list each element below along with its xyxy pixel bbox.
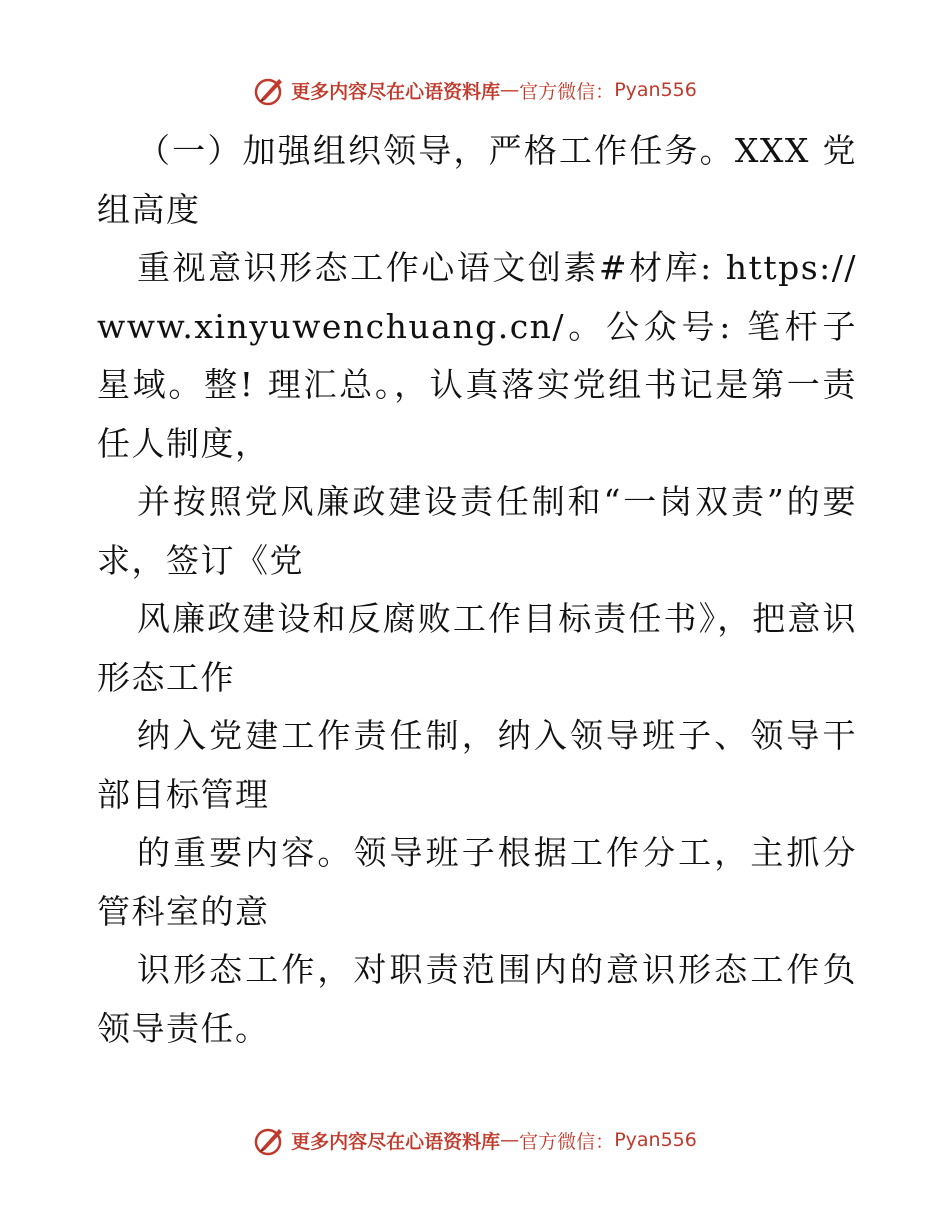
watermark-dash: — — [500, 79, 520, 101]
paragraph-7: 识形态工作，对职责范围内的意识形态工作负领导责任。 — [97, 950, 857, 1048]
watermark-site-text: 更多内容尽在心语资料库 — [291, 1130, 501, 1153]
paragraph-5: 纳入党建工作责任制，纳入领导班子、领导干部目标管理 — [97, 716, 857, 814]
watermark-dash: — — [500, 1129, 520, 1151]
paragraph-2: 重视意识形态工作心语文创素#材库: https://www.xinyuwenchuang.cn/。公众号: 笔杆子星域。整! 理汇总。，认真落实党组书记是第一责任人制度， — [97, 248, 857, 463]
quill-pen-circle-icon — [253, 73, 287, 107]
watermark-wechat-id: Pyan556 — [614, 1129, 697, 1151]
document-body — [97, 122, 857, 1058]
quill-pen-circle-icon — [253, 1123, 287, 1157]
paragraph-4: 风廉政建设和反腐败工作目标责任书》，把意识形态工作 — [97, 599, 857, 697]
paragraph-1: （一）加强组织领导，严格工作任务。XXX 党组高度 — [97, 131, 857, 229]
watermark-wechat-label: 官方微信： — [519, 80, 615, 103]
header-watermark — [0, 70, 950, 110]
watermark-wechat-id: Pyan556 — [614, 79, 697, 101]
paragraph-6: 的重要内容。领导班子根据工作分工，主抓分管科室的意 — [97, 833, 857, 931]
watermark-wechat-label: 官方微信： — [519, 1130, 615, 1153]
paragraph-3: 并按照党风廉政建设责任制和“一岗双责”的要求，签订《党 — [97, 482, 857, 580]
footer-watermark — [0, 1120, 950, 1160]
watermark-site-text: 更多内容尽在心语资料库 — [291, 80, 501, 103]
